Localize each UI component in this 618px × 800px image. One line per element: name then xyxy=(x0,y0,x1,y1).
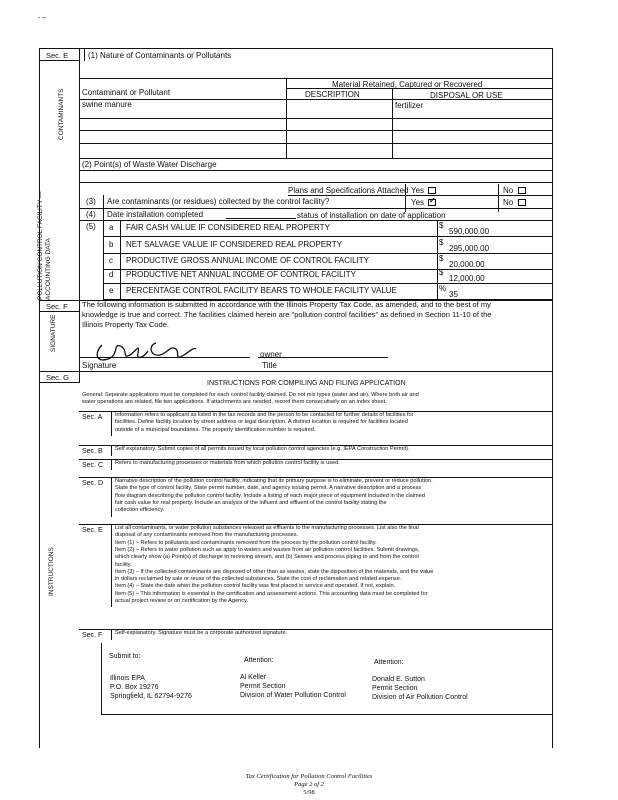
col-disposal-header: DISPOSAL OR USE xyxy=(430,91,503,100)
sec-f-line-1: The following information is submitted in accordance with the Illinois Property Tax Code, as amended, and to the best of my xyxy=(82,300,491,309)
sec-e-box-line xyxy=(84,48,85,61)
water-contact-line-2: Permit Section xyxy=(240,683,286,690)
instructions-side-label: INSTRUCTIONS xyxy=(48,547,55,596)
instruction-line: Information refers to applicant as listed in the tax records and the person to be contacted for further details of facilities for xyxy=(115,412,414,418)
q4-text: Date installation completed xyxy=(107,210,204,219)
corner-mark: - ~ xyxy=(38,15,47,22)
plans-line xyxy=(288,195,552,196)
plans-label: Plans and Specifications Attached xyxy=(288,186,409,195)
instruction-line: Refers to manufacturing processes or materials from which pollution control facility is used. xyxy=(115,460,340,466)
material-header-line xyxy=(286,88,552,89)
attention-water-label: Attention: xyxy=(244,657,274,664)
value-prefix-a: $ xyxy=(439,221,444,230)
instruction-line: Self explanatory. Submit copies of all permits issued by local pollution control agencies (e.g. IEPA Construction Permit). xyxy=(115,446,410,452)
sec-e-label-underline xyxy=(39,60,79,61)
address-line-2: P.O. Box 19276 xyxy=(110,684,159,691)
signature-line[interactable] xyxy=(80,357,250,358)
signature-caption: Signature xyxy=(82,361,117,370)
submit-to-label: Submit to: xyxy=(109,653,141,660)
value-letter-d: d xyxy=(109,270,114,279)
value-amount-a[interactable]: 590,000.00 xyxy=(449,227,490,236)
instruction-line: which clearly show (a) Point(s) of discharge to receiving stream, and (b) Sewers and process piping to and from the control xyxy=(115,554,419,561)
footer-line-3: 5/98 xyxy=(303,789,315,796)
value-label-a: FAIR CASH VALUE IF CONSIDERED REAL PROPERTY xyxy=(126,223,330,232)
instruction-sec-e: Sec. E xyxy=(82,527,103,534)
plans-yes-label: Yes xyxy=(411,186,425,195)
q5-number: (5) xyxy=(86,222,96,231)
sec-g-label-divider xyxy=(79,371,80,383)
signature-side-label: SIGNATURE xyxy=(50,314,57,352)
sec-f-label-underline xyxy=(39,311,79,312)
table-col2-divider xyxy=(392,88,393,158)
value-prefix-d: $ xyxy=(439,268,444,277)
instruction-line: Item (2) – Refers to water pollution such as apply to waters and wastes from air pollution control facilities. Submit drawings, xyxy=(115,546,420,553)
instruction-line: State the type of control facility. State permit number, date, and agency issuing permit. A narrative description and a process xyxy=(115,485,422,492)
item1-title: (1) Nature of Contaminants or Pollutants xyxy=(88,51,232,60)
instruction-sec-c: Sec. C xyxy=(82,462,104,469)
plans-yes-checkbox[interactable] xyxy=(428,187,436,194)
value-letter-b: b xyxy=(109,240,114,249)
q3-no-checkbox[interactable] xyxy=(518,199,526,206)
instruction-sec-divider xyxy=(111,445,112,456)
footer-line-2: Page 2 of 2 xyxy=(294,781,324,788)
sec-f-label: Sec. F xyxy=(46,302,68,311)
value-row-line-d xyxy=(103,283,552,284)
q4-status-text: status of installation on date of application xyxy=(297,211,446,220)
instruction-line: Item (5) – This information is essential in the certification and assessment actions. This accounting data must be completed for xyxy=(115,590,428,597)
submit-block-bottom xyxy=(101,714,552,715)
sec-f-line-3: Illinois Property Tax Code. xyxy=(82,320,169,329)
sec-g-label-underline xyxy=(39,382,79,383)
frame-outer-left xyxy=(39,48,40,748)
table-row-line-2 xyxy=(79,130,552,131)
instruction-line: Self-explanatory. Signature must be a corporate authorized signature. xyxy=(115,630,288,636)
instruction-line: Item (1) – Refers to pollutants and contaminants removed from the process by the pollution control facility. xyxy=(115,539,377,546)
owner-text: owner xyxy=(260,350,282,359)
air-contact-line-2: Permit Section xyxy=(372,685,418,692)
row-disposal: fertilizer xyxy=(395,101,424,110)
value-prefix-c: $ xyxy=(439,254,444,263)
title-line[interactable] xyxy=(258,357,388,358)
instruction-line: Item (4) – State the date when the pollution control facility was first placed in service and operated. If not, explain. xyxy=(115,583,396,590)
instruction-line: collection efficiency. xyxy=(115,507,165,514)
general-line-1: General: Separate applications must be completed for each control facility claimed. Do not mix types (water and air). Where both air and xyxy=(82,392,419,398)
row-contaminant: swine manure xyxy=(82,100,132,109)
address-line-1: Illinois EPA xyxy=(110,675,145,682)
item2-line-2 xyxy=(79,182,552,183)
material-header: Material Retained, Captured or Recovered xyxy=(332,80,483,89)
air-contact-line-1: Donald E. Sutton xyxy=(372,676,425,683)
table-row-line-1 xyxy=(79,118,552,119)
footer-line-1: Tax Certification for Pollution Control Facilities xyxy=(245,773,373,780)
value-letter-c: c xyxy=(109,256,113,265)
instruction-line: facilities. Define facility location by street address or legal description. A distinct location is required for facilities located xyxy=(115,419,408,426)
value-amount-b[interactable]: 295,000.00 xyxy=(449,244,490,253)
water-contact-line-1: Al Keller xyxy=(240,674,267,681)
sec-g-top-line xyxy=(39,371,552,372)
table-header-line xyxy=(79,99,552,100)
col-contaminant-header: Contaminant or Pollutant xyxy=(82,88,171,97)
item2-line xyxy=(79,170,552,171)
instruction-line: facility. xyxy=(115,561,132,568)
q5-num-divider xyxy=(103,220,104,300)
plans-no-label: No xyxy=(503,186,514,195)
frame-left-divider xyxy=(79,48,80,373)
q4-line xyxy=(79,220,552,221)
value-letter-e: e xyxy=(109,286,114,295)
water-contact-line-3: Division of Water Pollution Control xyxy=(240,692,346,699)
instruction-line: Narrative description of the pollution control facility, indicating that its primary purpose is to eliminate, prevent or reduce pollution. xyxy=(115,478,433,484)
value-amount-e[interactable]: 35 xyxy=(449,290,458,299)
plans-no-checkbox[interactable] xyxy=(518,187,526,194)
q3-yes-checkmark: ✓ xyxy=(429,196,436,205)
instruction-line: flow diagram describing the pollution control facility. Include a listing of each major piece of equipment included in the claimed xyxy=(115,492,425,499)
frame-right-border xyxy=(552,48,553,748)
value-label-d: PRODUCTIVE NET ANNUAL INCOME OF CONTROL FACILITY xyxy=(126,270,356,279)
address-line-3: Springfield, IL 62794-9276 xyxy=(110,693,192,700)
value-row-line-a xyxy=(103,236,552,237)
sec-e-label: Sec. E xyxy=(46,51,69,60)
item2-title: (2) Point(s) of Waste Water Discharge xyxy=(82,160,217,169)
instruction-line: List all contaminants, or water pollution substances released as effluents to the manufacturing processes. List also the final xyxy=(115,525,419,531)
sec-g-label: Sec. G xyxy=(46,373,69,382)
instruction-line: actual project review or on certification by the Agency. xyxy=(115,598,248,604)
table-top-line xyxy=(79,78,552,79)
instruction-sec-d: Sec. D xyxy=(82,480,104,487)
q3-no-label: No xyxy=(503,198,514,207)
instruction-sec-divider xyxy=(111,524,112,607)
instruction-line: outside of a municipal boundaries. The property identification number is required. xyxy=(115,426,316,433)
instruction-line: in dollars reclaimed by sale or reuse of the collected substances. State the cost of reclamation and related expense. xyxy=(115,576,402,583)
table-bottom-line xyxy=(79,158,552,159)
value-row-line-b xyxy=(103,253,552,254)
table-row-line-3 xyxy=(79,143,552,144)
contaminants-side-label: CONTAMINANTS xyxy=(58,88,65,140)
q4-date-field[interactable] xyxy=(226,218,296,219)
instruction-line: fair cash value for real property. Include an analysis of the influent and effluent of the control facility stating the xyxy=(115,499,387,506)
q3-line xyxy=(79,208,552,209)
value-label-c: PRODUCTIVE GROSS ANNUAL INCOME OF CONTROL FACILITY xyxy=(126,256,369,265)
instruction-line: disposal of any contaminants removed from the manufacturing processes. xyxy=(115,532,299,539)
instruction-line: Item (3) – If the collected contaminants are disposed of other than as wastes, state the disposition of the materials, and the value xyxy=(115,568,434,575)
instruction-sec-divider xyxy=(111,411,112,436)
value-letter-a: a xyxy=(109,223,114,232)
value-label-b: NET SALVAGE VALUE IF CONSIDERED REAL PROPERTY xyxy=(126,240,342,249)
instructions-title: INSTRUCTIONS FOR COMPILING AND FILING APPLICATION xyxy=(207,380,406,387)
value-prefix-b: $ xyxy=(439,238,444,247)
general-line-2: water operations are related, file two applications. If attachments are needed, record them consecutively on an index sheet. xyxy=(82,399,387,405)
instruction-sec-divider xyxy=(111,477,112,517)
value-amount-d[interactable]: 12,000.00 xyxy=(449,274,485,283)
q5-amount-divider xyxy=(437,220,438,300)
attention-air-label: Attention: xyxy=(374,659,404,666)
value-label-e: PERCENTAGE CONTROL FACILITY BEARS TO WHOLE FACILITY VALUE xyxy=(126,286,397,295)
q4-number: (4) xyxy=(86,210,96,219)
q3-text: Are contaminants (or residues) collected by the control facility? xyxy=(107,197,330,206)
col-description-header: DESCRIPTION xyxy=(305,90,360,99)
instruction-sec-divider xyxy=(111,629,112,640)
value-amount-c[interactable]: 20,000.00 xyxy=(449,260,485,269)
q3-yes-label: Yes xyxy=(411,198,425,207)
value-prefix-e: % xyxy=(439,284,447,293)
air-contact-line-3: Division of Air Pollution Control xyxy=(372,694,468,701)
title-caption: Title xyxy=(262,361,277,370)
q5-letter-divider xyxy=(120,220,121,300)
instruction-sec-divider xyxy=(111,459,112,470)
submit-block-left xyxy=(101,643,102,715)
instruction-sec-a: Sec. A xyxy=(82,414,103,421)
instruction-sec-b: Sec. B xyxy=(82,448,103,455)
frame-top-border xyxy=(39,48,552,49)
sec-f-line-2: knowledge is true and correct. The facilities claimed herein are "pollution control facilities" as defined in Section 11-10 of the xyxy=(82,310,492,319)
instruction-sec-f: Sec. F xyxy=(82,632,103,639)
q3-number: (3) xyxy=(86,197,96,206)
